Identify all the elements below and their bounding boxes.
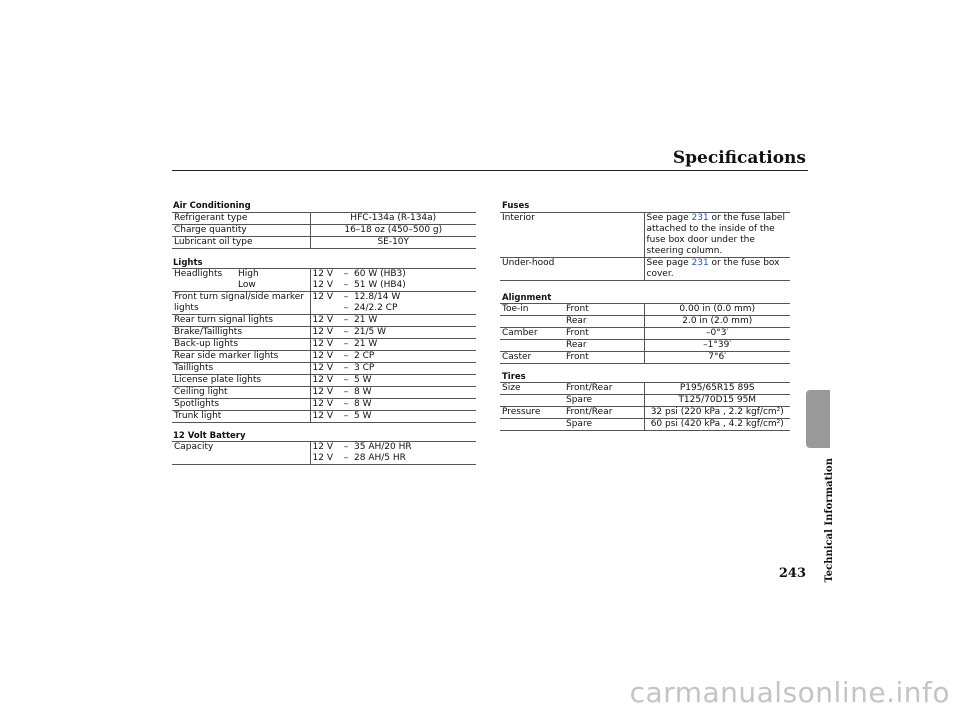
light-label: Ceiling light (172, 387, 310, 399)
table-row (172, 339, 476, 351)
watermark: carmanualsonline.info (629, 676, 950, 709)
table-row (172, 213, 476, 225)
light-value: 21/5 W (354, 327, 386, 337)
section-tab (806, 390, 830, 448)
alignment-label: Caster (500, 352, 564, 364)
alignment-sub: Front (564, 304, 644, 316)
alignment-sub: Front (564, 328, 644, 340)
page-link[interactable]: 231 (691, 258, 709, 268)
light-sub: High (236, 269, 310, 281)
fuse-label: Under-hood (500, 258, 644, 281)
fuse-post: or the fuse label attached to the inside of the fuse box door under the steering column. (646, 213, 785, 256)
alignment-value: –1°39′ (644, 340, 790, 352)
light-value-cell (336, 411, 476, 423)
table-row (172, 411, 476, 423)
table-row (172, 292, 476, 304)
page-title: Specifications (672, 148, 806, 168)
light-value: 2 CP (354, 351, 375, 361)
table-row (500, 383, 790, 395)
fuses-heading: Fuses (502, 201, 530, 211)
battery-value-cell (336, 442, 476, 454)
table-row (172, 237, 476, 249)
table-row (500, 258, 790, 281)
tires-value: 32 psi (220 kPa , 2.2 kgf/cm²) (644, 407, 790, 419)
table-row (500, 340, 790, 352)
alignment-label (500, 316, 564, 328)
table-row (500, 352, 790, 364)
fuse-pre: See page (646, 258, 692, 268)
dash: – (343, 303, 349, 313)
light-value-cell (336, 303, 476, 315)
table-row (172, 280, 476, 292)
light-value: 12.8/14 W (354, 292, 401, 302)
light-sub: Low (236, 280, 310, 292)
dash: – (343, 399, 349, 409)
ac-value: HFC-134a (R-134a) (310, 213, 476, 225)
table-row (500, 395, 790, 407)
light-label: License plate lights (172, 375, 310, 387)
dash: – (343, 375, 349, 385)
light-volt: 12 V (310, 339, 336, 351)
light-value: 8 W (354, 387, 372, 397)
battery-volt: 12 V (310, 442, 336, 454)
title-rule (172, 170, 808, 171)
page-link[interactable]: 231 (691, 213, 709, 223)
tires-sub: Front/Rear (564, 407, 644, 419)
dash: – (343, 442, 349, 452)
alignment-label: Camber (500, 328, 564, 340)
light-value-cell (336, 375, 476, 387)
light-label: Back-up lights (172, 339, 310, 351)
tires-sub: Spare (564, 419, 644, 431)
light-value-cell (336, 339, 476, 351)
fuse-info (644, 258, 790, 281)
fuses-table (500, 212, 790, 281)
dash: – (343, 292, 349, 302)
lights-heading: Lights (173, 258, 203, 268)
battery-table (172, 441, 476, 465)
light-value: 60 W (HB3) (354, 269, 406, 279)
fuse-info (644, 213, 790, 258)
light-value-cell (336, 387, 476, 399)
light-volt: 12 V (310, 387, 336, 399)
table-row (172, 387, 476, 399)
battery-value: 28 AH/5 HR (354, 453, 406, 463)
light-volt: 12 V (310, 411, 336, 423)
ac-label: Lubricant oil type (172, 237, 310, 249)
light-volt: 12 V (310, 280, 336, 292)
light-value: 8 W (354, 399, 372, 409)
table-row (500, 316, 790, 328)
table-row (172, 363, 476, 375)
dash: – (343, 453, 349, 463)
alignment-value: –0°3′ (644, 328, 790, 340)
light-volt: 12 V (310, 292, 336, 304)
battery-label-empty (172, 453, 310, 465)
light-label: Headlights (172, 269, 236, 281)
tires-value: P195/65R15 89S (644, 383, 790, 395)
light-volt: 12 V (310, 269, 336, 281)
tires-sub: Front/Rear (564, 383, 644, 395)
tires-label (500, 419, 564, 431)
light-value-cell (336, 292, 476, 304)
table-row (500, 304, 790, 316)
lights-table (172, 268, 476, 423)
tires-label: Pressure (500, 407, 564, 419)
light-label: Rear side marker lights (172, 351, 310, 363)
table-row (172, 303, 476, 315)
dash: – (343, 363, 349, 373)
light-label: Trunk light (172, 411, 310, 423)
light-volt: 12 V (310, 363, 336, 375)
table-row (172, 327, 476, 339)
light-volt: 12 V (310, 315, 336, 327)
light-value-cell (336, 399, 476, 411)
light-label: Spotlights (172, 399, 310, 411)
dash: – (343, 280, 349, 290)
dash: – (343, 387, 349, 397)
battery-volt: 12 V (310, 453, 336, 465)
alignment-value: 2.0 in (2.0 mm) (644, 316, 790, 328)
section-side-label: Technical Information (824, 458, 835, 583)
alignment-value: 7°6′ (644, 352, 790, 364)
battery-value: 35 AH/20 HR (354, 442, 412, 452)
table-row (172, 399, 476, 411)
dash: – (343, 411, 349, 421)
light-value: 5 W (354, 375, 372, 385)
table-row (172, 225, 476, 237)
tires-table (500, 382, 790, 431)
light-label: Taillights (172, 363, 310, 375)
light-label: lights (172, 303, 310, 315)
table-row (172, 269, 476, 281)
ac-value: 16–18 oz (450–500 g) (310, 225, 476, 237)
tires-label: Size (500, 383, 564, 395)
light-label: Front turn signal/side marker (172, 292, 310, 304)
battery-label: Capacity (172, 442, 310, 454)
light-volt (310, 303, 336, 315)
tires-sub: Spare (564, 395, 644, 407)
ac-value: SE-10Y (310, 237, 476, 249)
page-number: 243 (778, 566, 806, 581)
tires-value: T125/70D15 95M (644, 395, 790, 407)
dash: – (343, 327, 349, 337)
light-value: 3 CP (354, 363, 375, 373)
alignment-heading: Alignment (502, 293, 552, 303)
dash: – (343, 339, 349, 349)
ac-label: Refrigerant type (172, 213, 310, 225)
light-volt: 12 V (310, 351, 336, 363)
light-value-cell (336, 363, 476, 375)
ac-heading: Air Conditioning (173, 201, 251, 211)
ac-label: Charge quantity (172, 225, 310, 237)
light-volt: 12 V (310, 399, 336, 411)
table-row (500, 213, 790, 258)
light-value-cell (336, 280, 476, 292)
alignment-sub: Front (564, 352, 644, 364)
light-value-cell (336, 327, 476, 339)
light-label: Rear turn signal lights (172, 315, 310, 327)
fuse-post: or the fuse box cover. (646, 258, 780, 279)
dash: – (343, 351, 349, 361)
light-value-cell (336, 315, 476, 327)
alignment-value: 0.00 in (0.0 mm) (644, 304, 790, 316)
light-label: Brake/Taillights (172, 327, 310, 339)
alignment-label: Toe-in (500, 304, 564, 316)
alignment-sub: Rear (564, 316, 644, 328)
table-row (500, 407, 790, 419)
alignment-table (500, 303, 790, 364)
fuse-pre: See page (646, 213, 692, 223)
table-row (172, 351, 476, 363)
light-value: 21 W (354, 315, 378, 325)
light-value-cell (336, 351, 476, 363)
table-row (172, 442, 476, 454)
table-row (500, 419, 790, 431)
light-value: 51 W (HB4) (354, 280, 406, 290)
light-volt: 12 V (310, 375, 336, 387)
alignment-sub: Rear (564, 340, 644, 352)
tires-heading: Tires (502, 372, 526, 382)
tires-value: 60 psi (420 kPa , 4.2 kgf/cm²) (644, 419, 790, 431)
table-row (172, 375, 476, 387)
tires-label (500, 395, 564, 407)
alignment-label (500, 340, 564, 352)
battery-heading: 12 Volt Battery (173, 431, 246, 441)
table-row (172, 453, 476, 465)
light-volt: 12 V (310, 327, 336, 339)
dash: – (343, 315, 349, 325)
light-value: 21 W (354, 339, 378, 349)
light-value: 5 W (354, 411, 372, 421)
fuse-label: Interior (500, 213, 644, 258)
light-label (172, 280, 236, 292)
ac-table (172, 212, 476, 249)
light-value: 24/2.2 CP (354, 303, 398, 313)
light-value-cell (336, 269, 476, 281)
dash: – (343, 269, 349, 279)
table-row (172, 315, 476, 327)
table-row (500, 328, 790, 340)
battery-value-cell (336, 453, 476, 465)
